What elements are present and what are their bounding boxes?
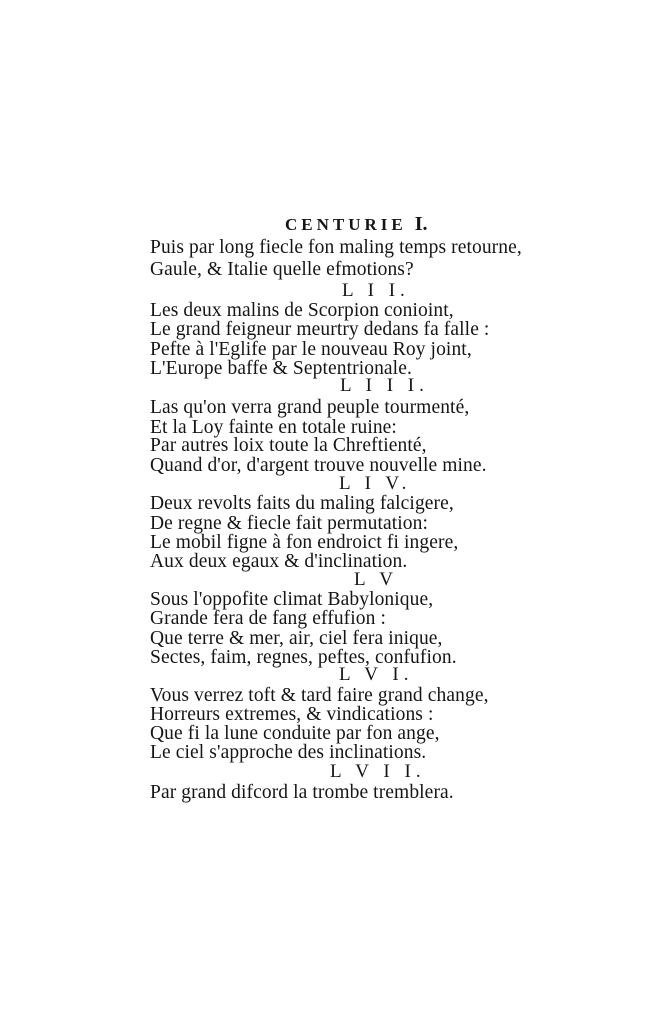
- quatrain-number: L V I.: [339, 664, 414, 685]
- verse-line: Horreurs extremes, & vindications :: [150, 704, 434, 725]
- running-head: [285, 213, 428, 236]
- verse-line: Par autres loix toute la Chreftienté,: [150, 435, 427, 456]
- verse-line: Pefte à l'Eglife par le nouveau Roy joint,: [150, 339, 472, 360]
- verse-line: Par grand difcord la trombe tremblera.: [150, 782, 454, 803]
- verse-line: Gaule, & Italie quelle efmotions?: [150, 259, 414, 280]
- quatrain-number: L I V.: [339, 473, 412, 494]
- verse-line: Puis par long fiecle fon maling temps retourne,: [150, 237, 522, 258]
- quatrain-number: L I I I.: [340, 375, 429, 396]
- quatrain-number: L V: [354, 569, 399, 590]
- verse-line: L'Europe baffe & Septentrionale.: [150, 358, 412, 379]
- verse-line: Le ciel s'approche des inclinations.: [150, 742, 427, 763]
- verse-line: Sectes, faim, regnes, peftes, confufion.: [150, 647, 457, 668]
- verse-line: Las qu'on verra grand peuple tourmenté,: [150, 397, 470, 418]
- verse-line: Que terre & mer, air, ciel fera inique,: [150, 628, 443, 649]
- verse-line: De regne & fiecle fait permutation:: [150, 513, 429, 534]
- running-head-folio: I.: [414, 213, 428, 235]
- verse-line: Aux deux egaux & d'inclination.: [150, 551, 408, 572]
- quatrain-number: L V I I.: [330, 761, 426, 782]
- verse-line: Vous verrez toft & tard faire grand change,: [150, 685, 489, 706]
- running-head-title: CENTURIE: [285, 215, 407, 234]
- quatrain-number: L I I.: [342, 280, 410, 301]
- verse-line: Grande fera de fang effufion :: [150, 608, 386, 629]
- verse-line: Le grand feigneur meurtry dedans fa falle :: [150, 319, 490, 340]
- verse-line: Que fi la lune conduite par fon ange,: [150, 723, 440, 744]
- verse-line: Le mobil figne à fon endroict fi ingere,: [150, 532, 459, 553]
- verse-line: Quand d'or, d'argent trouve nouvelle mine.: [150, 455, 487, 476]
- verse-line: Sous l'oppofite climat Babylonique,: [150, 589, 434, 610]
- verse-line: Deux revolts faits du maling falcigere,: [150, 493, 454, 514]
- verse-line: Les deux malins de Scorpion conioint,: [150, 300, 454, 321]
- verse-line: Et la Loy fainte en totale ruine:: [150, 417, 397, 438]
